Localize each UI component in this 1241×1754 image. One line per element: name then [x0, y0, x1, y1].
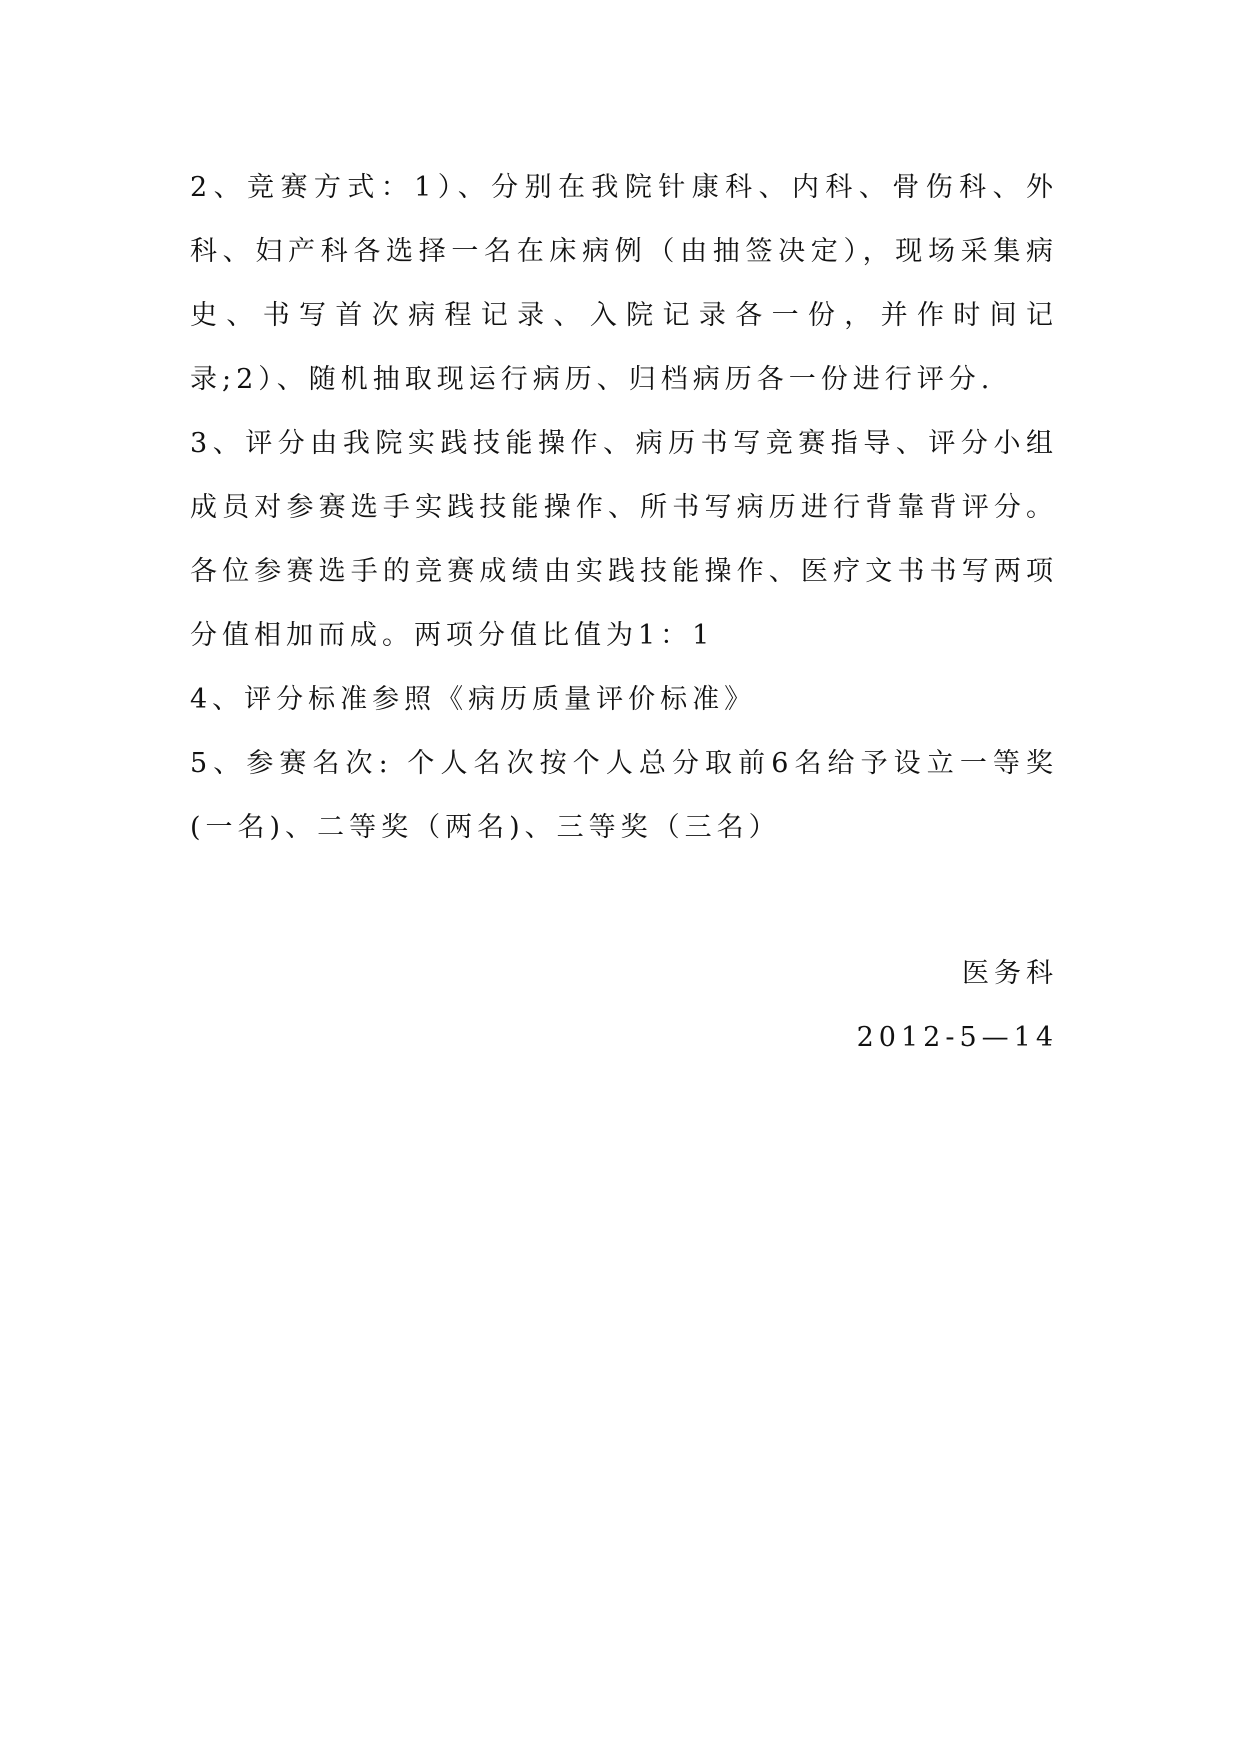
paragraph-scoring-process: 3、评分由我院实践技能操作、病历书写竞赛指导、评分小组成员对参赛选手实践技能操作、所书写病历进行背靠背评分。各位参赛选手的竞赛成绩由实践技能操作、医疗文书书写两项分值相加而成。两项分值比值为1：1 [190, 428, 1058, 651]
paragraph-rankings: 5、参赛名次: 个人名次按个人总分取前6名给予设立一等奖(一名)、二等奖（两名)、三等奖（三名） [190, 748, 1058, 843]
signature-block [857, 942, 1058, 1070]
document-body [190, 156, 1058, 860]
paragraph-competition-method: 2、竞赛方式：1）、分别在我院针康科、内科、骨伤科、外科、妇产科各选择一名在床病例（由抽签决定），现场采集病史、书写首次病程记录、入院记录各一份，并作时间记录;2）、随机抽取现运行病历、归档病历各一份进行评分. [190, 172, 1058, 395]
paragraph-scoring-standard: 4、评分标准参照《病历质量评价标准》 [190, 684, 757, 715]
signature-date: 2012-5—14 [856, 1022, 1058, 1053]
signature-department: 医务科 [962, 958, 1058, 989]
